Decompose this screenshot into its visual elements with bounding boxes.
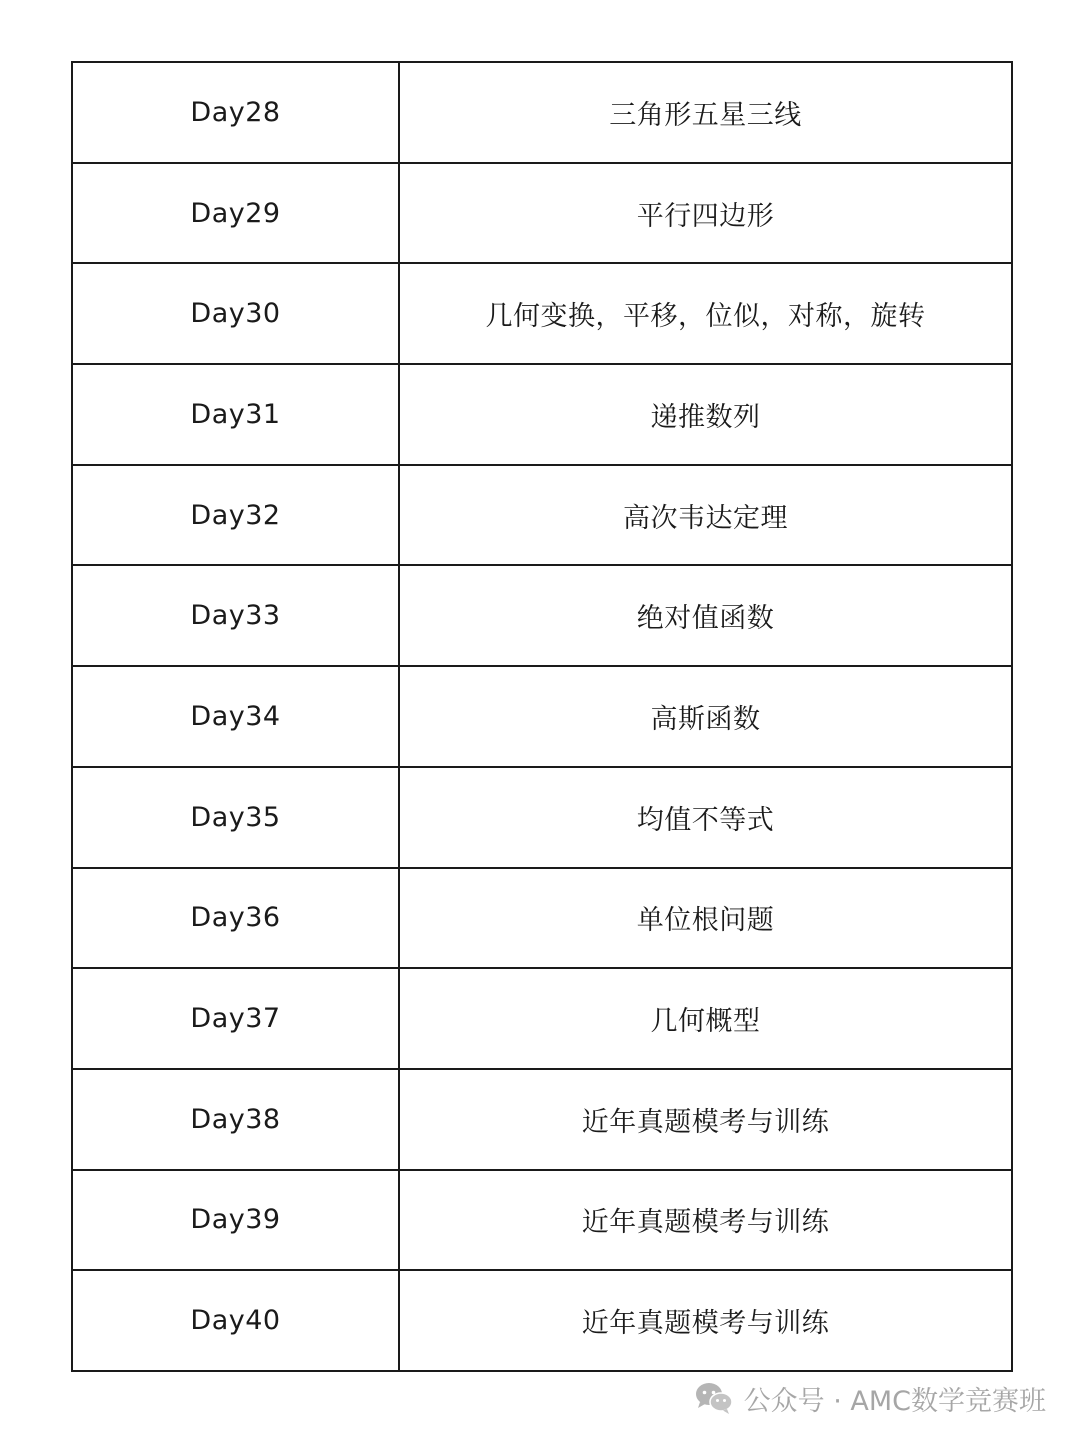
table-row xyxy=(72,1170,1012,1271)
day-cell: Day33 xyxy=(72,565,399,666)
table-row xyxy=(72,62,1012,163)
table-row xyxy=(72,163,1012,264)
topic-cell: 近年真题模考与训练 xyxy=(399,1270,1012,1371)
topic-cell: 绝对值函数 xyxy=(399,565,1012,666)
topic-cell: 高斯函数 xyxy=(399,666,1012,767)
day-cell: Day36 xyxy=(72,868,399,969)
topic-cell: 高次韦达定理 xyxy=(399,465,1012,566)
day-cell: Day35 xyxy=(72,767,399,868)
topic-cell: 近年真题模考与训练 xyxy=(399,1069,1012,1170)
day-cell: Day30 xyxy=(72,263,399,364)
wechat-icon xyxy=(694,1381,734,1415)
watermark xyxy=(694,1376,1046,1420)
day-cell: Day31 xyxy=(72,364,399,465)
day-cell: Day37 xyxy=(72,968,399,1069)
table-row xyxy=(72,968,1012,1069)
table-row xyxy=(72,263,1012,364)
table-row xyxy=(72,868,1012,969)
day-cell: Day38 xyxy=(72,1069,399,1170)
day-cell: Day39 xyxy=(72,1170,399,1271)
day-cell: Day29 xyxy=(72,163,399,264)
topic-cell: 几何变换，平移，位似，对称，旋转 xyxy=(399,263,1012,364)
watermark-text: 公众号 · AMC数学竞赛班 xyxy=(743,1385,1046,1417)
day-cell: Day34 xyxy=(72,666,399,767)
table-row xyxy=(72,666,1012,767)
day-cell: Day28 xyxy=(72,62,399,163)
table-row xyxy=(72,1069,1012,1170)
topic-cell: 递推数列 xyxy=(399,364,1012,465)
schedule-table xyxy=(71,61,1013,1372)
table-row xyxy=(72,1270,1012,1371)
topic-cell: 三角形五星三线 xyxy=(399,62,1012,163)
topic-cell: 近年真题模考与训练 xyxy=(399,1170,1012,1271)
table-row xyxy=(72,767,1012,868)
topic-cell: 单位根问题 xyxy=(399,868,1012,969)
day-cell: Day32 xyxy=(72,465,399,566)
topic-cell: 几何概型 xyxy=(399,968,1012,1069)
day-cell: Day40 xyxy=(72,1270,399,1371)
table-row xyxy=(72,465,1012,566)
topic-cell: 均值不等式 xyxy=(399,767,1012,868)
table-row xyxy=(72,364,1012,465)
table-row xyxy=(72,565,1012,666)
topic-cell: 平行四边形 xyxy=(399,163,1012,264)
